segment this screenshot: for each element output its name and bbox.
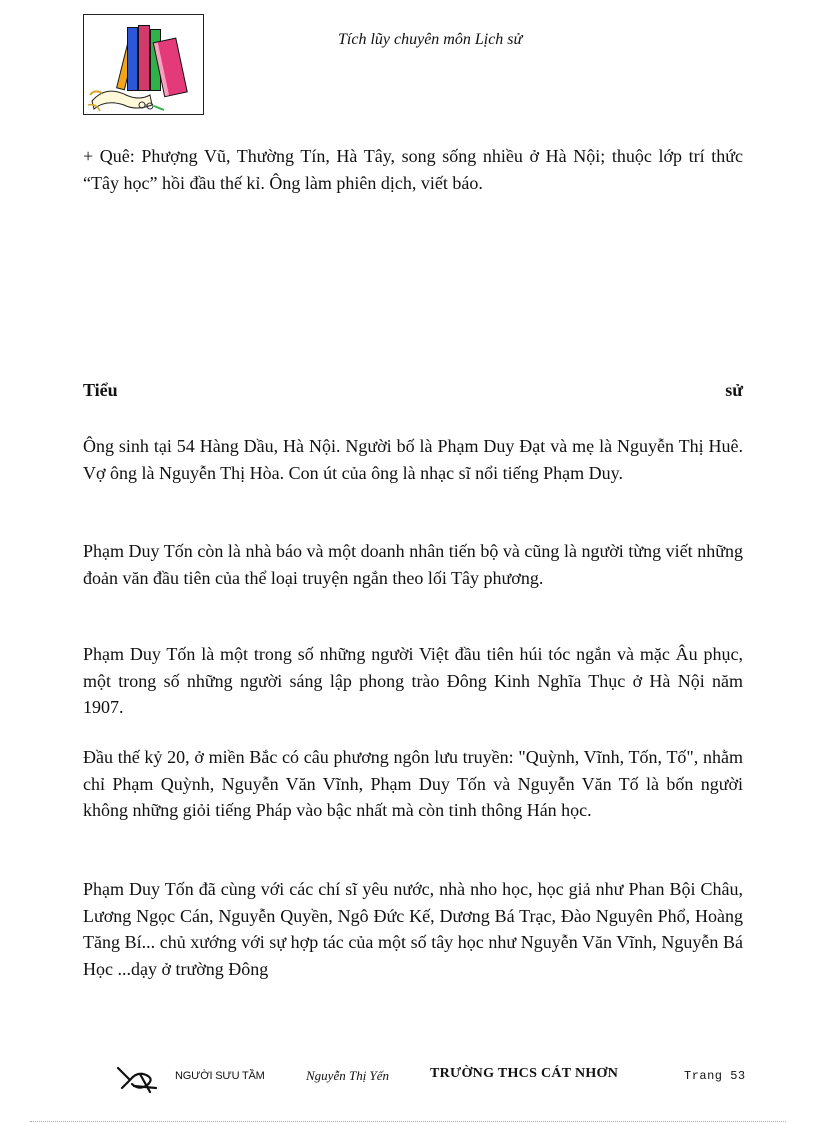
footer-collector-label: NGƯỜI SƯU TẦM — [175, 1070, 265, 1082]
page-footer — [0, 1058, 816, 1098]
paragraph-birth: Ông sinh tại 54 Hàng Dầu, Hà Nội. Người bố là Phạm Duy Đạt và mẹ là Nguyễn Thị Huê. Vợ ông là Nguyễn Thị Hòa. Con út của ông là nhạc sĩ nổi tiếng Phạm Duy. — [83, 436, 743, 483]
footer-author: Nguyễn Thị Yến — [306, 1068, 390, 1083]
paragraph-saying: Đầu thế kỷ 20, ở miền Bắc có câu phương ngôn lưu truyền: "Quỳnh, Vĩnh, Tốn, Tố", nhằm chỉ Phạm Quỳnh, Nguyễn Văn Vĩnh, Phạm Duy Tốn và Nguyễn Văn Tố là bốn người không những giỏi tiếng Pháp vào bậc nhất mà còn tinh thông Hán học. — [83, 747, 743, 820]
header-title: Tích lũy chuyên môn Lịch sử — [338, 31, 523, 48]
paragraph-movement: Phạm Duy Tốn đã cùng với các chí sĩ yêu nước, nhà nho học, học giả như Phan Bội Châu, Lương Ngọc Cán, Nguyễn Quyền, Ngô Đức Kế, Dương Bá Trạc, Đào Nguyên Phổ, Hoàng Tăng Bí... chủ xướng với sự hợp tác của một số tây học như Nguyễn Văn Vĩnh, Nguyễn Bá Học ...dạy ở trường Đông — [83, 879, 743, 979]
signature-icon — [116, 1062, 160, 1094]
section-heading-right: sử — [725, 380, 743, 400]
section-heading-left: Tiểu — [83, 380, 118, 400]
paragraph-reform: Phạm Duy Tốn là một trong số những người Việt đầu tiên húi tóc ngắn và mặc Âu phục, một trong số những người sáng lập phong trào Đông Kinh Nghĩa Thục ở Hà Nội năm 1907. — [83, 644, 743, 717]
footer-page-number: Trang 53 — [684, 1069, 746, 1083]
footer-school: TRƯỜNG THCS CÁT NHƠN — [430, 1066, 619, 1081]
bottom-dotted-rule — [30, 1121, 786, 1122]
intro-paragraph: + Quê: Phượng Vũ, Thường Tín, Hà Tây, song sống nhiều ở Hà Nội; thuộc lớp trí thức “Tây học” hồi đầu thế kỉ. Ông làm phiên dịch, viết báo. — [83, 146, 743, 193]
section-heading — [83, 380, 743, 401]
paragraph-journalist: Phạm Duy Tốn còn là nhà báo và một doanh nhân tiến bộ và cũng là người từng viết những đoản văn đầu tiên của thể loại truyện ngắn theo lối Tây phương. — [83, 541, 743, 588]
header-logo — [83, 14, 204, 115]
books-icon — [84, 15, 204, 115]
